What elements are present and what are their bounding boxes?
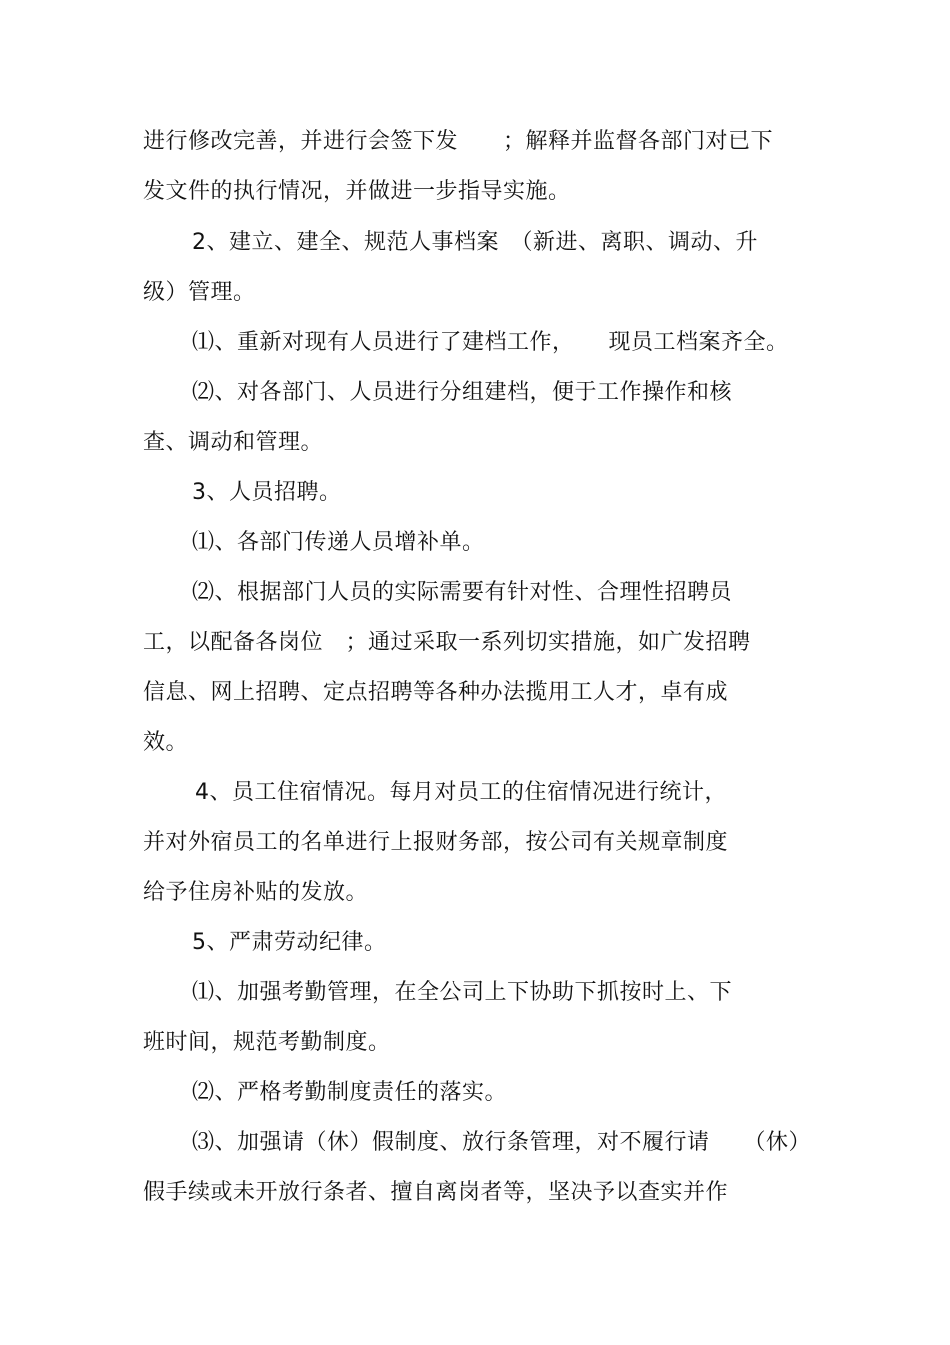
text-line: ⑵、对各部门、人员进行分组建档，便于工作操作和核 [192,380,733,405]
text-line: 效。 [143,730,189,755]
text-line: 进行修改完善，并进行会签下发 ；解释并监督各部门对已下 [143,129,774,154]
text-line: ⑴、加强考勤管理，在全公司上下协助下抓按时上、下 [192,980,733,1005]
text-line: 发文件的执行情况，并做进一步指导实施。 [143,179,571,204]
text-line: ⑵、严格考勤制度责任的落实。 [192,1080,508,1105]
text-line: 级）管理。 [143,280,256,305]
text-line: ⑴、各部门传递人员增补单。 [192,530,485,555]
text-line: 2、建立、建全、规范人事档案 （新进、离职、调动、升 [192,230,758,255]
text-line: 假手续或未开放行条者、擅自离岗者等，坚决予以查实并作 [143,1180,729,1205]
text-line: 并对外宿员工的名单进行上报财务部，按公司有关规章制度 [143,830,729,855]
text-line: 查、调动和管理。 [143,430,324,455]
text-line: 3、人员招聘。 [192,480,342,505]
text-line: 5、严肃劳动纪律。 [192,930,387,955]
text-line: 4、员工住宿情况。每月对员工的住宿情况进行统计， [195,780,727,805]
text-line: ⑶、加强请（休）假制度、放行条管理，对不履行请 （休） [192,1130,812,1155]
text-line: 工，以配备各岗位 ；通过采取一系列切实措施，如广发招聘 [143,630,751,655]
text-line: 给予住房补贴的发放。 [143,880,369,905]
text-line: ⑴、重新对现有人员进行了建档工作， 现员工档案齐全。 [192,330,789,355]
text-line: ⑵、根据部门人员的实际需要有针对性、合理性招聘员 [192,580,733,605]
text-line: 班时间，规范考勤制度。 [143,1030,391,1055]
text-line: 信息、网上招聘、定点招聘等各种办法揽用工人才，卓有成 [143,680,729,705]
